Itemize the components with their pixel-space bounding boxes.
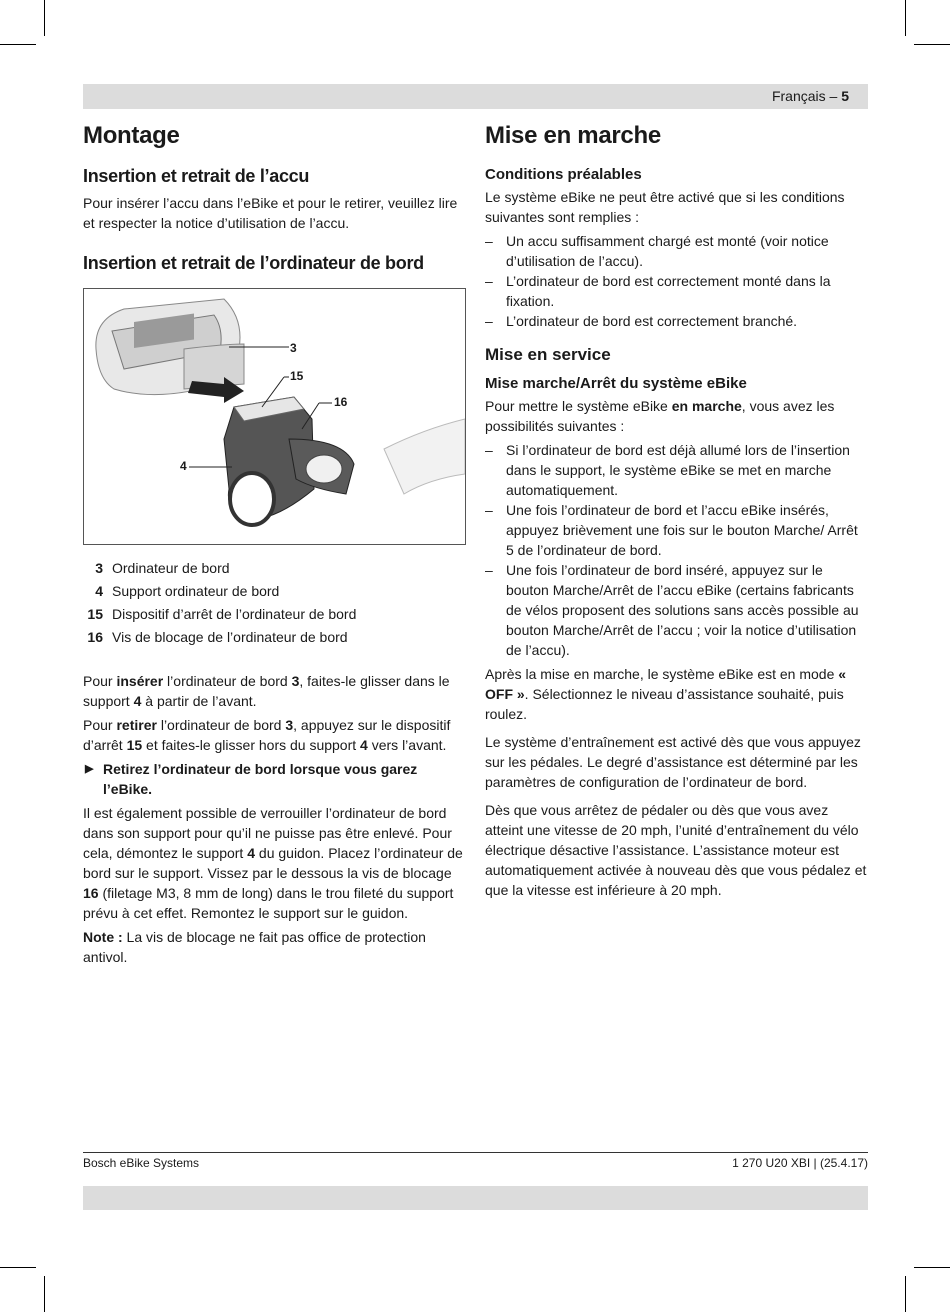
legend-number: 3: [95, 560, 103, 576]
legend-number: 4: [95, 583, 103, 599]
crop-mark: [0, 44, 36, 45]
crop-mark: [914, 44, 950, 45]
legend-number: 16: [87, 629, 103, 645]
left-column: [83, 118, 466, 971]
crop-mark: [44, 1276, 45, 1312]
footer-publisher: Bosch eBike Systems: [83, 1156, 200, 1170]
crop-mark: [905, 1276, 906, 1312]
warning-note: [83, 759, 466, 799]
legend-item: [83, 626, 466, 649]
crop-mark: [905, 0, 906, 36]
figure-callout-4: 4: [180, 459, 187, 473]
crop-mark: [44, 0, 45, 36]
list-item: – L’ordinateur de bord est correctement branché.: [485, 311, 868, 331]
onboard-computer-illustration: [84, 289, 465, 544]
footer-divider: [83, 1152, 868, 1153]
paragraph-arret: Dès que vous arrêtez de pédaler ou dès que vous avez atteint une vitesse de 20 mph, l’unité d’entraînement du vélo électrique désactive l’assistance. L’assistance moteur est automatiquement activée à nouveau dès que vous pédalez et que la vitesse est inférieure à 20 mph.: [485, 802, 867, 898]
triangle-bullet-icon: ▶: [85, 763, 94, 775]
crop-mark: [914, 1267, 950, 1268]
paragraph-possibilites: Pour mettre le système eBike en marche, vous avez les possibilités suivantes :: [485, 398, 835, 434]
footer-bar: [83, 1186, 868, 1210]
heading-conditions: Conditions préalables: [485, 166, 642, 183]
right-column: [485, 118, 868, 904]
paragraph-entrainement: Le système d’entraînement est activé dès que vous appuyez sur les pédales. Le degré d’assistance est déterminé par les paramètres de configuration de l’ordinateur de bord.: [485, 734, 861, 790]
legend-item: [83, 580, 466, 603]
section-title-montage: Montage: [83, 122, 180, 149]
figure-callout-16: 16: [334, 395, 348, 409]
legend-number: 15: [87, 606, 103, 622]
legend-label: Vis de blocage de l’ordinateur de bord: [112, 629, 348, 645]
figure-callout-3: 3: [290, 341, 297, 355]
paragraph-accu: Pour insérer l’accu dans l’eBike et pour le retirer, veuillez lire et respecter la notice d’utilisation de l’accu.: [83, 195, 458, 231]
list-item: – Une fois l’ordinateur de bord et l’accu eBike insérés, appuyez brièvement une fois sur le bouton Marche/ Arrêt 5 de l’ordinateur de bord.: [485, 500, 868, 560]
crop-mark: [0, 1267, 36, 1268]
section-title-mise-en-marche: Mise en marche: [485, 122, 661, 149]
list-item: – Si l’ordinateur de bord est déjà allumé lors de l’insertion dans le support, le système eBike se met en marche automatiquement.: [485, 440, 868, 500]
paragraph-verrouiller: Il est également possible de verrouiller l’ordinateur de bord dans son support pour qu’il ne puisse pas être enlevé. Pour cela, démontez le support 4 du guidon. Placez l’ordinateur de bord sur le support. Vissez par le dessous la vis de blocage 16 (filetage M3, 8 mm de long) dans le trou fileté du support prévu à cet effet. Remontez le support sur le guidon.: [83, 805, 463, 921]
onoff-list: [485, 440, 868, 660]
footer-doc-code: 1 270 U20 XBI | (25.4.17): [732, 1156, 868, 1170]
heading-accu: Insertion et retrait de l’accu: [83, 166, 310, 186]
heading-ordinateur: Insertion et retrait de l’ordinateur de bord: [83, 253, 424, 273]
paragraph-inserer: Pour insérer l’ordinateur de bord 3, faites-le glisser dans le support 4 à partir de l’avant.: [83, 673, 450, 709]
heading-marche-arret: Mise marche/Arrêt du système eBike: [485, 375, 747, 392]
legend-label: Dispositif d’arrêt de l’ordinateur de bord: [112, 606, 357, 622]
header-language: Français –: [771, 88, 842, 104]
legend-label: Ordinateur de bord: [112, 560, 230, 576]
list-item: – Une fois l’ordinateur de bord inséré, appuyez sur le bouton Marche/Arrêt de l’accu eBike (certains fabricants de vélos proposent des solutions sans accès possible au bouton Marche/Arrêt de l’accu ; voir la notice d’utilisation de l’accu).: [485, 560, 868, 660]
list-item: – L’ordinateur de bord est correctement monté dans la fixation.: [485, 271, 868, 311]
page-number: 5: [841, 88, 849, 104]
heading-mise-en-service: Mise en service: [485, 345, 611, 364]
conditions-list: [485, 231, 868, 331]
legend-label: Support ordinateur de bord: [112, 583, 280, 599]
paragraph-conditions: Le système eBike ne peut être activé que si les conditions suivantes sont remplies :: [485, 189, 845, 225]
legend-item: [83, 557, 466, 580]
page-header: [772, 88, 849, 104]
warning-text: Retirez l’ordinateur de bord lorsque vous garez l’eBike.: [103, 761, 418, 797]
legend-item: [83, 603, 466, 626]
figure-legend: [83, 557, 466, 649]
paragraph-retirer: Pour retirer l’ordinateur de bord 3, appuyez sur le dispositif d’arrêt 15 et faites-le glisser hors du support 4 vers l’avant.: [83, 717, 451, 753]
list-item: – Un accu suffisamment chargé est monté (voir notice d’utilisation de l’accu).: [485, 231, 868, 271]
mounting-figure: [83, 288, 466, 545]
paragraph-apres: Après la mise en marche, le système eBike est en mode « OFF ». Sélectionnez le niveau d’assistance souhaité, puis roulez.: [485, 666, 847, 722]
figure-callout-15: 15: [290, 369, 304, 383]
header-bar: [83, 84, 868, 109]
paragraph-note: Note : La vis de blocage ne fait pas office de protection antivol.: [83, 929, 426, 965]
